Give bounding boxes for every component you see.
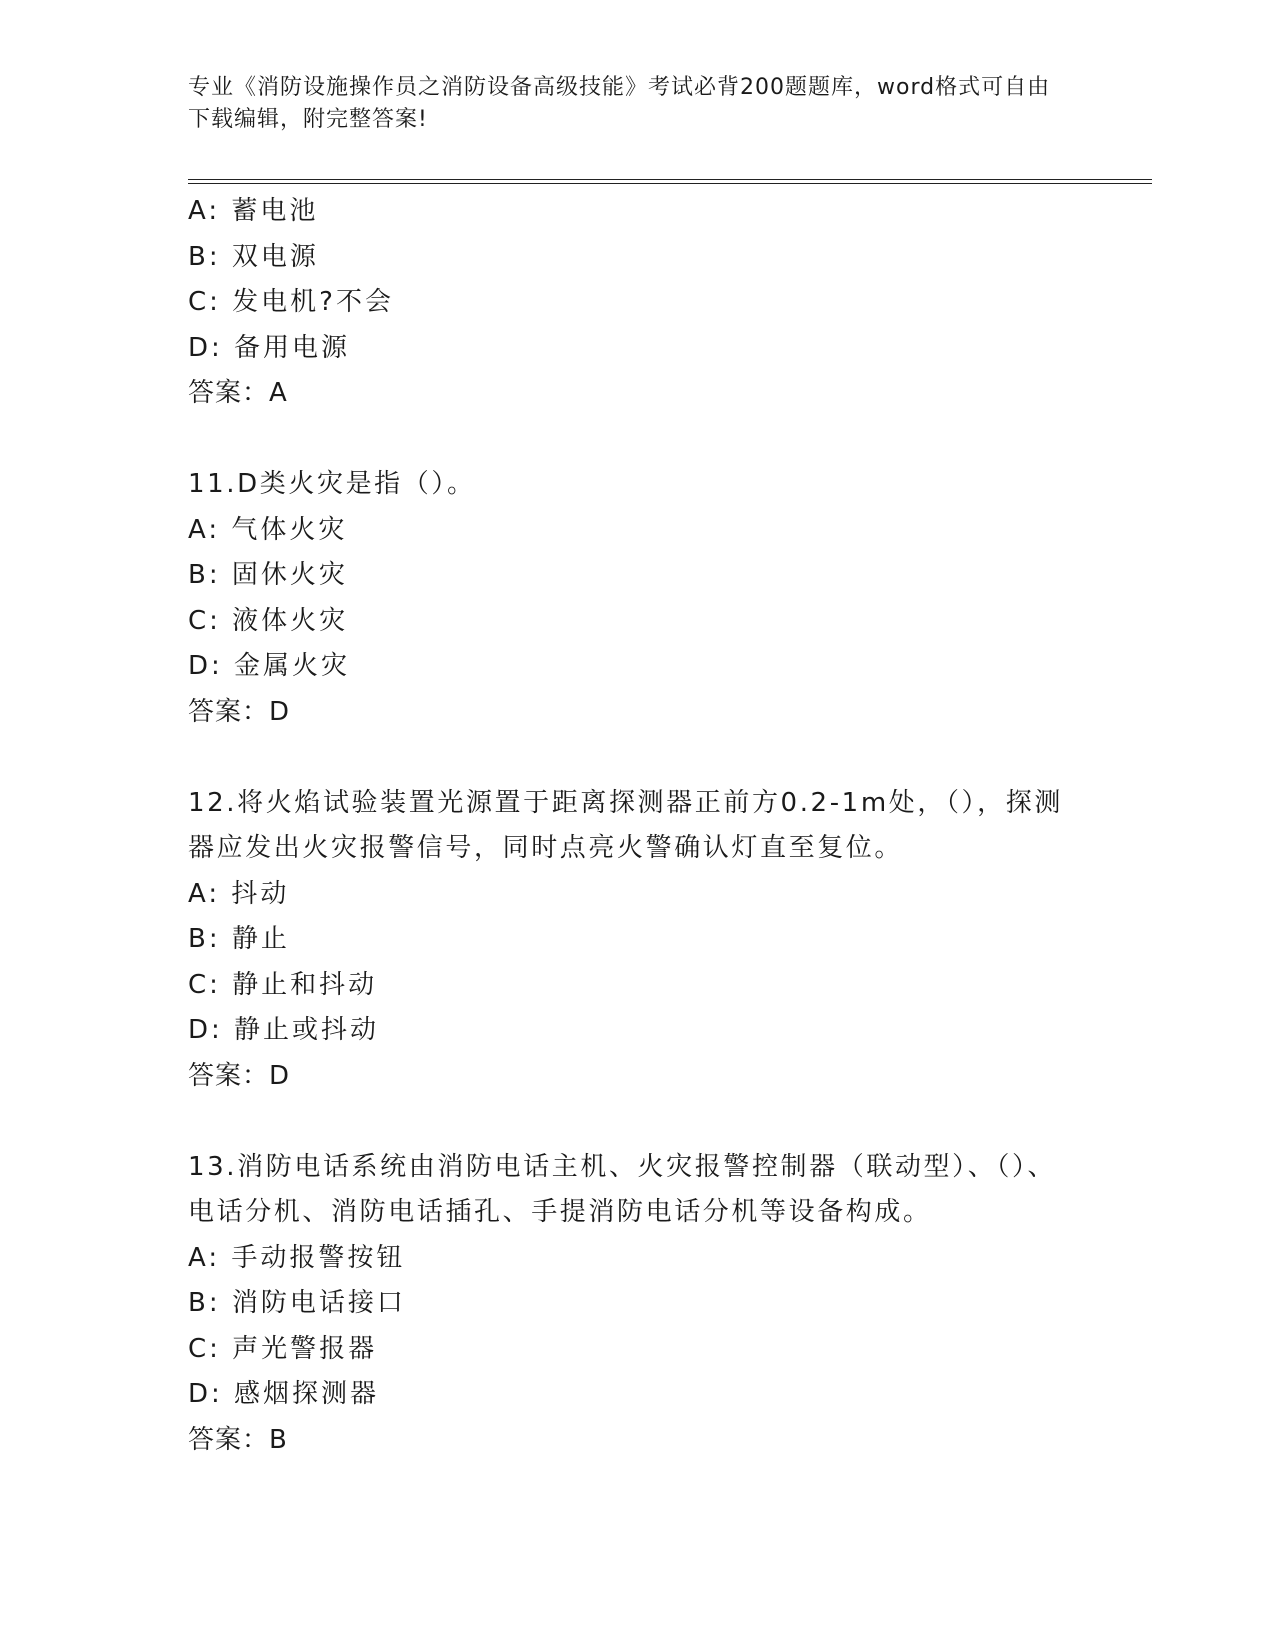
option-d: D: 静止或抖动 <box>188 1015 380 1045</box>
question-spacer <box>188 417 1068 463</box>
question-block-11 <box>188 462 1068 735</box>
question-stem: 13.消防电话系统由消防电话主机、火灾报警控制器（联动型）、（）、电话分机、消防电话插孔、手提消防电话分机等设备构成。 <box>188 1151 1057 1227</box>
option-c: C: 液体火灾 <box>188 605 349 636</box>
document-header: 专业《消防设施操作员之消防设备高级技能》考试必背200题题库，word格式可自由下载编辑，附完整答案! <box>188 75 1051 132</box>
header-divider-bottom <box>188 183 1152 184</box>
answer-line: 答案：D <box>188 1060 291 1091</box>
option-b: B: 消防电话接口 <box>188 1288 406 1318</box>
question-spacer <box>188 1099 1068 1145</box>
option-c: C: 静止和抖动 <box>188 969 378 1000</box>
option-d: D: 感烟探测器 <box>188 1379 380 1409</box>
option-b: B: 固休火灾 <box>188 560 348 590</box>
option-a: A: 蓄电池 <box>188 196 319 226</box>
option-b: B: 静止 <box>188 924 290 954</box>
option-d: D: 金属火灾 <box>188 651 351 681</box>
question-block-continued <box>188 189 1068 417</box>
question-list <box>188 189 1068 1463</box>
option-c: C: 声光警报器 <box>188 1333 378 1364</box>
answer-line: 答案：D <box>188 696 291 727</box>
option-c: C: 发电机?不会 <box>188 287 394 317</box>
question-stem: 11.D类火灾是指（）。 <box>188 469 476 499</box>
question-block-12 <box>188 781 1068 1100</box>
answer-line: 答案：B <box>188 1424 288 1455</box>
question-stem: 12.将火焰试验装置光源置于距离探测器正前方0.2-1m处，（），探测器应发出火灾报警信号，同时点亮火警确认灯直至复位。 <box>188 787 1063 863</box>
answer-line: 答案：A <box>188 378 288 408</box>
question-block-13 <box>188 1145 1068 1464</box>
option-a: A: 抖动 <box>188 878 290 909</box>
question-spacer <box>188 735 1068 781</box>
option-a: A: 气体火灾 <box>188 514 348 545</box>
option-a: A: 手动报警按钮 <box>188 1242 406 1273</box>
header-divider-top <box>188 179 1152 180</box>
option-d: D: 备用电源 <box>188 332 351 363</box>
option-b: B: 双电源 <box>188 241 319 272</box>
